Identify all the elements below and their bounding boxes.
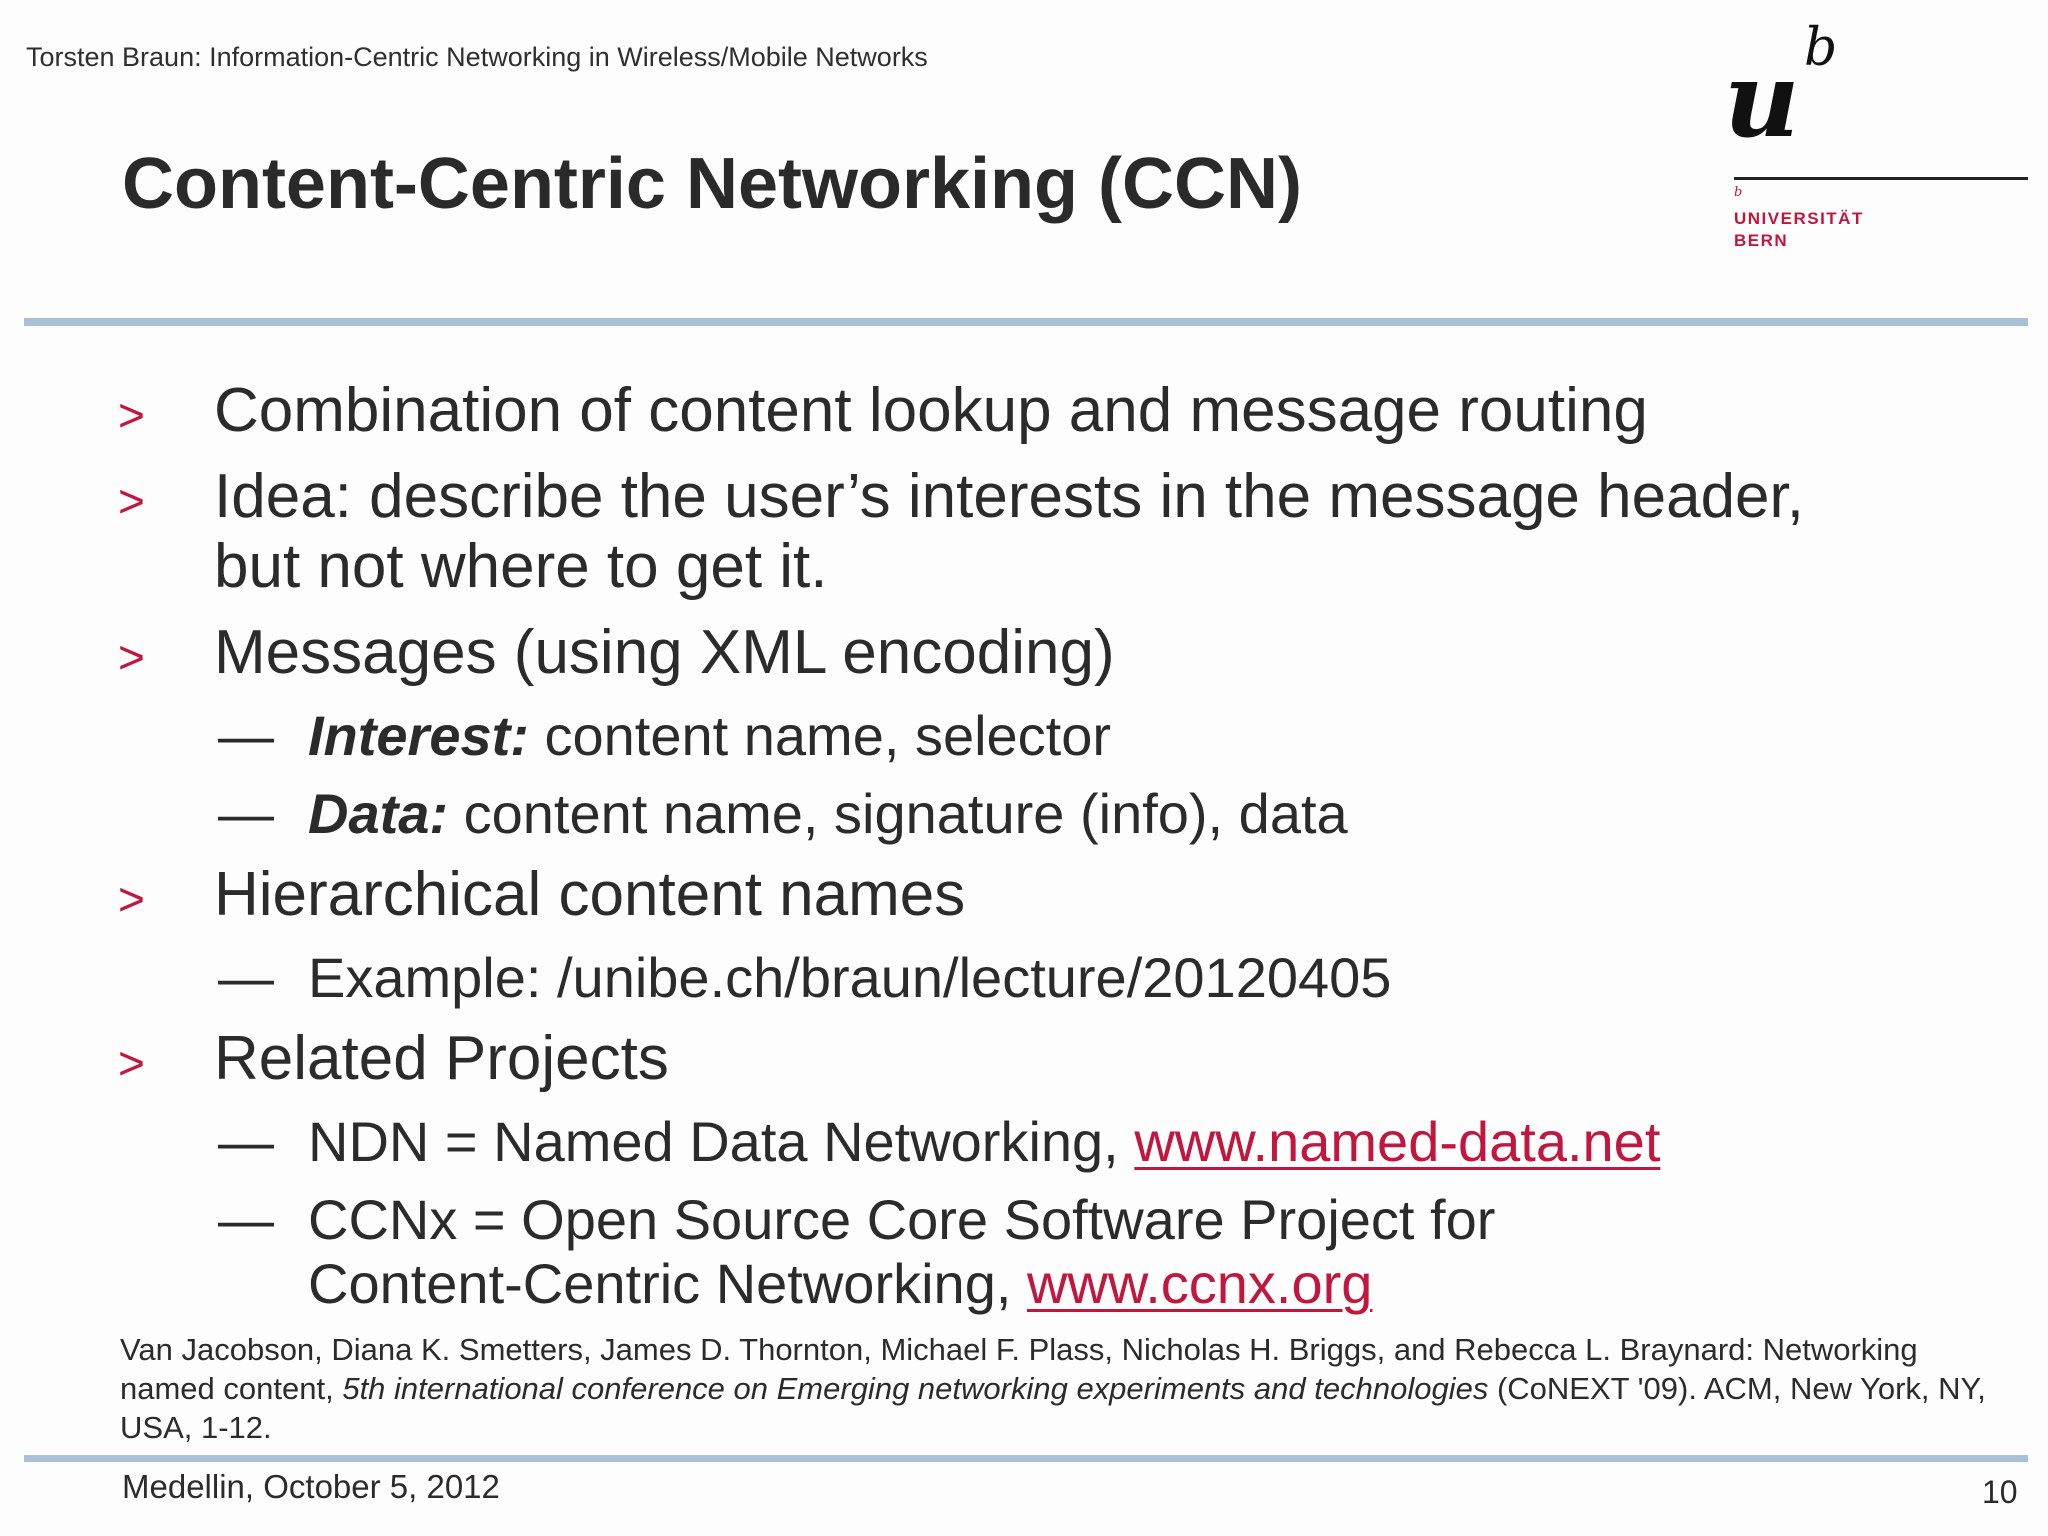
logo-small-b: b	[1734, 185, 1743, 200]
sub-bullet-text: Content-Centric Networking,	[308, 1252, 1027, 1315]
logo-b-mark: b	[1804, 18, 1838, 78]
sub-bullet-item	[118, 782, 2018, 846]
bullet-item	[118, 618, 2018, 688]
sub-bullet-text: content name, signature (info), data	[448, 782, 1348, 845]
sub-bullet-item	[118, 1188, 2018, 1316]
logo-divider	[1734, 177, 2028, 180]
logo-university-name	[1734, 208, 1864, 252]
reference-authors: Van Jacobson, Diana K. Smetters, James D. Thornton, Michael F. Plass, Nicholas H. Briggs, and Rebecca L. Braynard: Networking named content,	[120, 1332, 1918, 1406]
dash-marker: —	[218, 1110, 274, 1173]
reference-tail: (CoNEXT '09). ACM, New York, NY, USA, 1-12.	[120, 1371, 1986, 1445]
page-number: 10	[1982, 1474, 2018, 1510]
sub-bullet-item	[118, 1110, 2018, 1174]
sub-bullet-item	[118, 704, 2018, 768]
bullet-text: Related Projects	[214, 1024, 669, 1093]
dash-marker: —	[218, 946, 274, 1009]
logo-u-mark: u	[1724, 38, 1800, 161]
bullet-item	[118, 376, 2018, 446]
slide-content	[118, 376, 2018, 1330]
ndn-link[interactable]: www.named-data.net	[1134, 1110, 1661, 1173]
bottom-divider	[24, 1455, 2028, 1462]
sub-bullet-label: Interest:	[308, 704, 529, 767]
bullet-marker: >	[118, 389, 145, 441]
bullet-marker: >	[118, 873, 145, 925]
bullet-text: Hierarchical content names	[214, 860, 966, 929]
bullet-marker: >	[118, 1037, 145, 1089]
university-logo	[1724, 20, 2028, 260]
bullet-text: Combination of content lookup and message routing	[214, 376, 1648, 445]
bullet-text-line: but not where to get it.	[214, 532, 828, 601]
reference-citation	[120, 1330, 2020, 1447]
dash-marker: —	[218, 704, 274, 767]
reference-venue: 5th international conference on Emerging networking experiments and technologies	[342, 1371, 1489, 1406]
bullet-item	[118, 462, 2018, 602]
sub-bullet-text-line	[308, 1252, 2018, 1316]
bullet-text: Messages (using XML encoding)	[214, 618, 1115, 687]
bullet-item	[118, 1024, 2018, 1094]
sub-bullet-text: NDN = Named Data Networking,	[308, 1110, 1135, 1173]
bullet-marker: >	[118, 631, 145, 683]
slide-title: Content-Centric Networking (CCN)	[122, 144, 1302, 224]
presenter-header: Torsten Braun: Information-Centric Networking in Wireless/Mobile Networks	[26, 42, 928, 72]
top-divider	[24, 318, 2028, 326]
sub-bullet-item	[118, 946, 2018, 1010]
logo-university-line2: BERN	[1734, 231, 1789, 250]
bullet-item	[118, 860, 2018, 930]
dash-marker: —	[218, 1188, 274, 1251]
logo-university-line1: UNIVERSITÄT	[1734, 209, 1864, 228]
sub-bullet-label: Data:	[308, 782, 449, 845]
ccnx-link[interactable]: www.ccnx.org	[1026, 1252, 1373, 1315]
sub-bullet-text-line: CCNx = Open Source Core Software Project for	[308, 1188, 1496, 1251]
sub-bullet-text: content name, selector	[528, 704, 1112, 767]
dash-marker: —	[218, 782, 274, 845]
footer-location-date: Medellin, October 5, 2012	[122, 1468, 500, 1505]
bullet-marker: >	[118, 475, 145, 527]
bullet-text-line: Idea: describe the user’s interests in the message header,	[214, 462, 1804, 531]
sub-bullet-text: Example: /unibe.ch/braun/lecture/20120405	[308, 946, 1392, 1009]
